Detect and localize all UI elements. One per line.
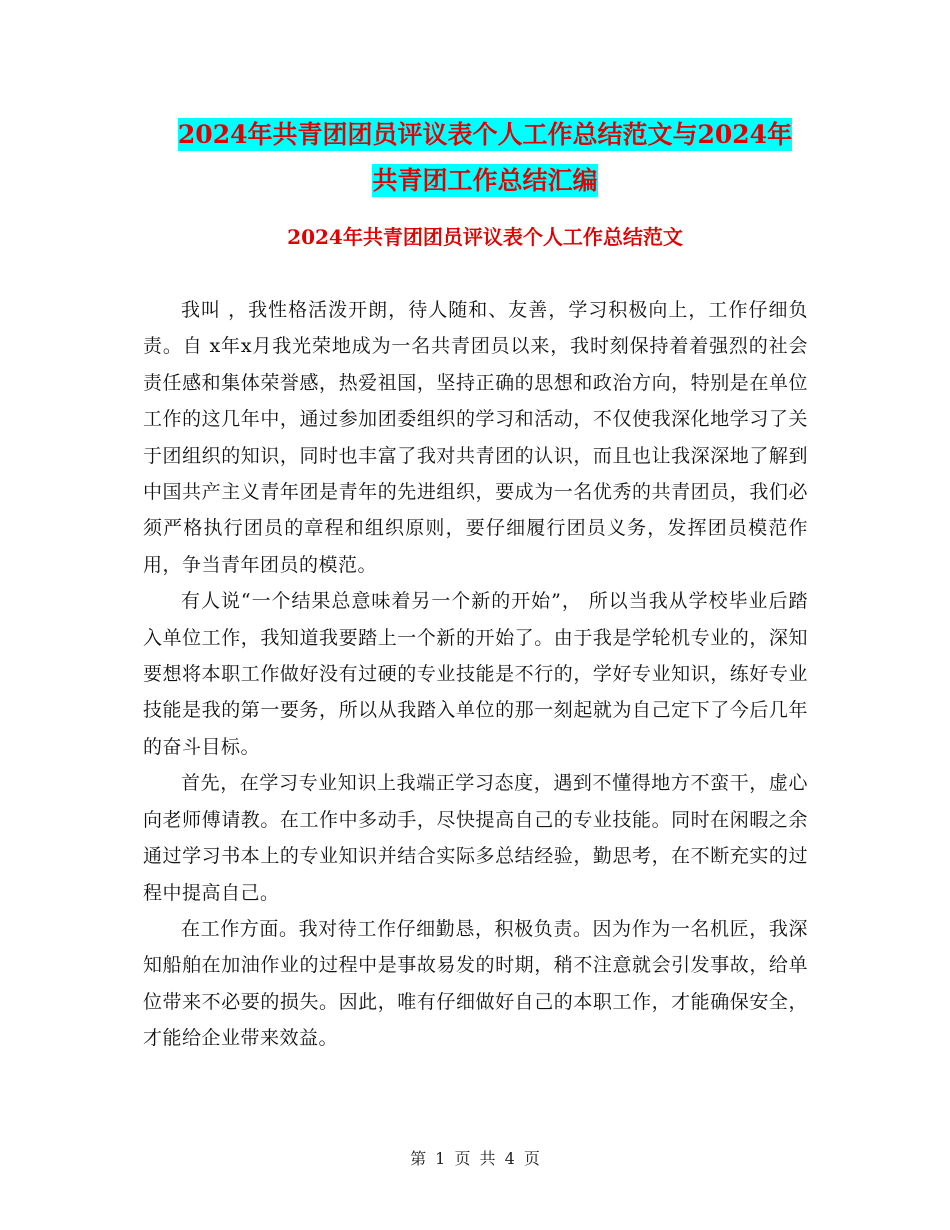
paragraph: 我叫 ，我性格活泼开朗，待人随和、友善，学习积极向上，工作仔细负责。自 x年x月我光荣地成为一名共青团员以来，我时刻保持着着强烈的社会责任感和集体荣誉感，热爱祖国，坚持正确的思想和政治方向，特别是在单位工作的这几年中，通过参加团委组织的学习和活动，不仅使我深化地学习了关于团组织的知识，同时也丰富了我对共青团的认识，而且也让我深深地了解到中国共产主义青年团是青年的先进组织，要成为一名优秀的共青团员，我们必须严格执行团员的章程和组织原则，要仔细履行团员义务，发挥团员模范作用，争当青年团员的模范。 (143, 299, 808, 576)
document-body (143, 292, 808, 1057)
page-footer: 第 1 页 共 4 页 (410, 1149, 540, 1168)
paragraph: 在工作方面。我对待工作仔细勤恳，积极负责。因为作为一名机匠，我深知船舶在加油作业的过程中是事故易发的时期，稍不注意就会引发事故，给单位带来不必要的损失。因此，唯有仔细做好自己的本职工作，才能确保安全，才能给企业带来效益。 (143, 917, 808, 1050)
paragraph: 有人说“一个结果总意味着另一个新的开始”， 所以当我从学校毕业后踏入单位工作，我知道我要踏上一个新的开始了。由于我是学轮机专业的，深知要想将本职工作做好没有过硬的专业技能是不行的，学好专业知识，练好专业技能是我的第一要务，所以从我踏入单位的那一刻起就为自己定下了今后几年的奋斗目标。 (143, 590, 808, 758)
document-title (140, 112, 830, 204)
section-title: 2024年共青团团员评议表个人工作总结范文 (287, 225, 683, 249)
title-line-1: 2024年共青团团员评议表个人工作总结范文与2024年 (177, 120, 793, 149)
paragraph: 首先，在学习专业知识上我端正学习态度，遇到不懂得地方不蛮干，虚心向老师傅请教。在工作中多动手，尽快提高自己的专业技能。同时在闲暇之余通过学习书本上的专业知识并结合实际多总结经验，勤思考，在不断充实的过程中提高自己。 (143, 772, 808, 904)
title-line-2: 共青团工作总结汇编 (372, 166, 598, 195)
